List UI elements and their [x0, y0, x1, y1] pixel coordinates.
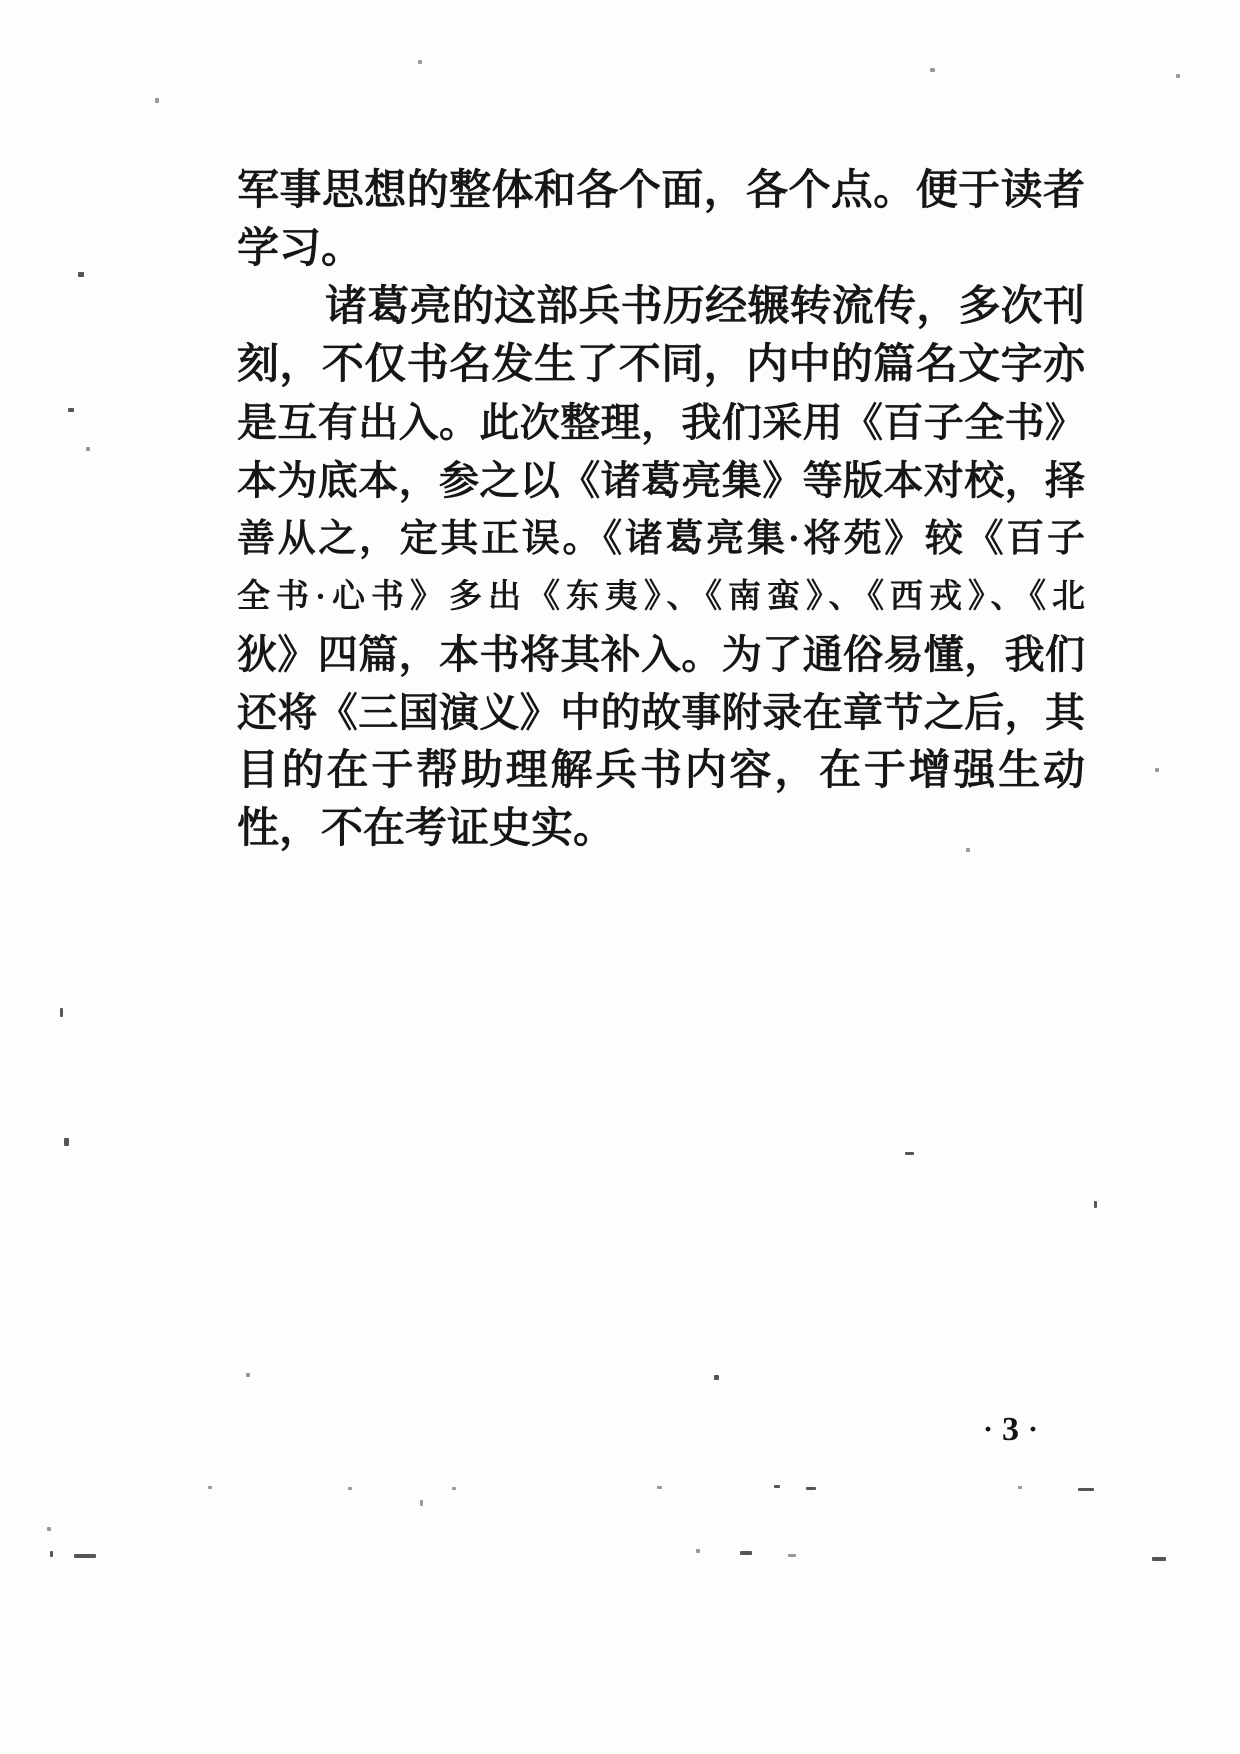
scan-speck	[208, 1486, 212, 1489]
text-line-12: 性，不在考证史实。	[237, 806, 616, 852]
scan-speck	[696, 1549, 700, 1553]
body-text	[237, 162, 1085, 858]
scan-speck	[1094, 1201, 1097, 1208]
text-line-6: 本为底本，参之以《诸葛亮集》等版本对校，择	[237, 458, 1085, 503]
text-line-3: 诸葛亮的这部兵书历经辗转流传，多次刊	[325, 284, 1085, 330]
scan-speck	[452, 1487, 456, 1490]
text-line-7: 善从之，定其正误。《诸葛亮集·将苑》较《百子	[237, 518, 1085, 560]
scan-speck	[155, 98, 159, 103]
text-line-1: 军事思想的整体和各个面，各个点。便于读者	[237, 168, 1085, 214]
scan-speck	[420, 1500, 423, 1506]
scan-speck	[774, 1485, 780, 1488]
scan-speck	[348, 1487, 352, 1490]
scan-speck	[78, 272, 84, 277]
text-line-11: 目的在于帮助理解兵书内容，在于增强生动	[237, 748, 1085, 794]
page-number-left-dot: ·	[983, 1413, 994, 1446]
scan-speck	[788, 1554, 796, 1557]
text-line-2: 学习。	[237, 226, 364, 272]
page-number	[983, 1410, 1038, 1450]
scan-speck	[714, 1375, 719, 1380]
page-number-value: 3	[1002, 1411, 1020, 1448]
scan-speck	[930, 68, 935, 72]
scan-speck	[47, 1527, 51, 1531]
scan-speck	[806, 1487, 816, 1490]
scan-speck	[246, 1373, 250, 1377]
scan-speck	[50, 1551, 53, 1557]
scan-speck	[1155, 768, 1159, 772]
text-line-8: 全书·心书》多出《东夷》、《南蛮》、《西戎》、《北	[237, 579, 1085, 615]
text-line-5: 是互有出入。此次整理，我们采用《百子全书》	[237, 400, 1085, 445]
scan-speck	[1078, 1488, 1094, 1491]
scan-speck	[64, 1138, 69, 1146]
scan-speck	[905, 1152, 914, 1155]
scan-speck	[86, 447, 90, 451]
scan-speck	[1176, 74, 1180, 78]
scan-speck	[418, 60, 422, 64]
scan-speck	[60, 1008, 63, 1017]
text-line-10: 还将《三国演义》中的故事附录在章节之后，其	[237, 690, 1085, 735]
scan-speck	[740, 1551, 752, 1555]
scan-speck	[966, 848, 970, 852]
scan-speck	[1051, 300, 1056, 304]
scan-speck	[68, 408, 74, 412]
scan-speck	[1152, 1557, 1166, 1561]
page-number-right-dot: ·	[1028, 1413, 1039, 1446]
scan-speck	[74, 1554, 96, 1558]
text-line-9: 狄》四篇，本书将其补入。为了通俗易懂，我们	[237, 632, 1085, 677]
scan-speck	[1018, 1486, 1022, 1489]
scan-speck	[657, 1486, 662, 1489]
text-line-4: 刻，不仅书名发生了不同，内中的篇名文字亦	[237, 342, 1085, 388]
